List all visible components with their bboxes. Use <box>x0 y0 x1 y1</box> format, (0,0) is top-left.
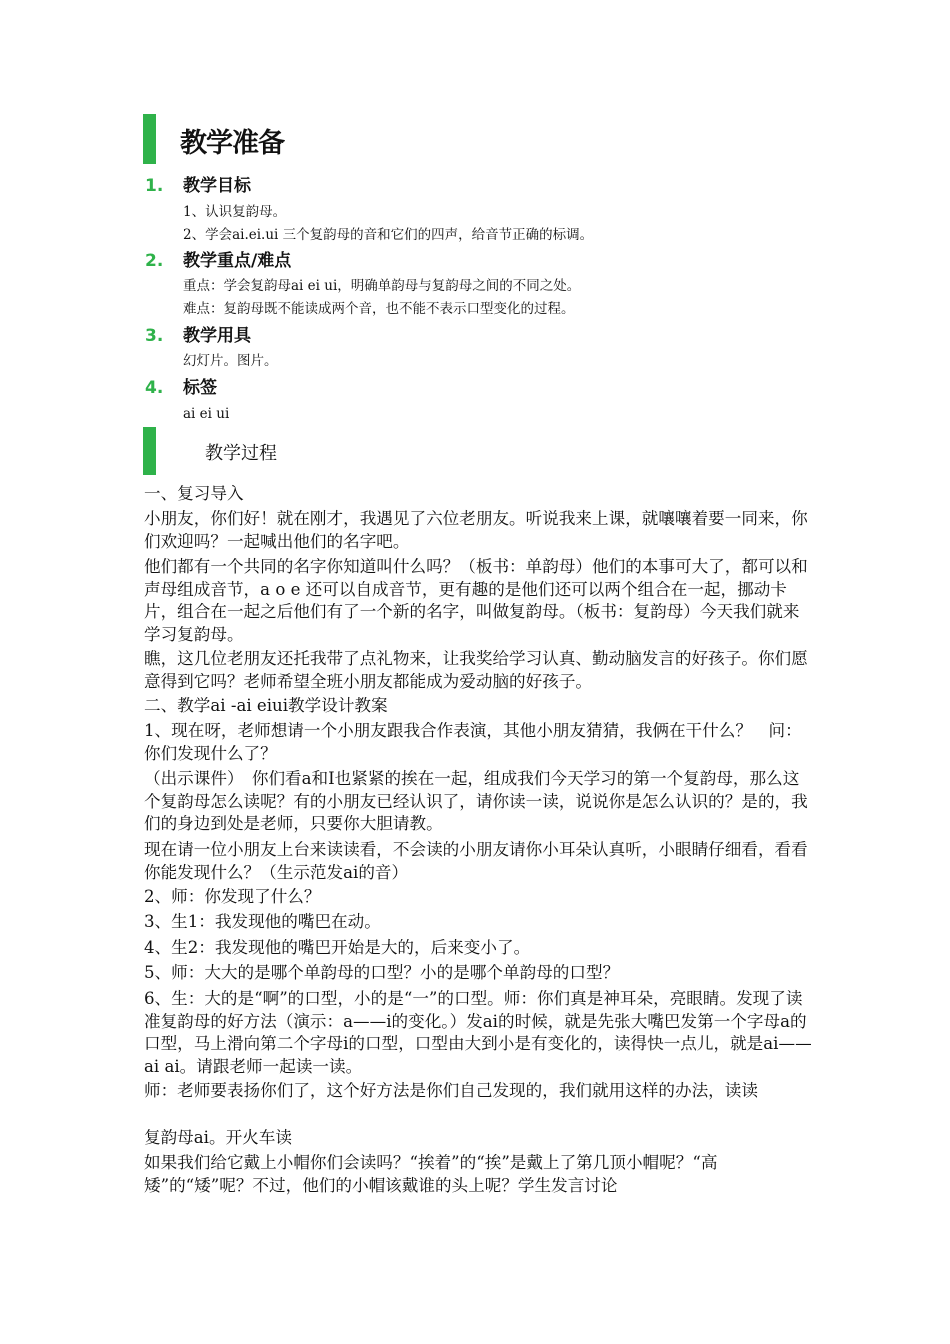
paragraph: 5、师：大大的是哪个单韵母的口型？小的是哪个单韵母的口型？ <box>144 963 620 982</box>
paragraph: 复韵母ai。开火车读 <box>144 1128 292 1147</box>
item-title-keypoints: 教学重点/难点 <box>183 251 292 271</box>
paragraph: 瞧，这几位老朋友还托我带了点礼物来，让我奖给学习认真、勤动脑发言的好孩子。你们愿意得到它吗？老师希望全班小朋友都能成为爱动脑的好孩子。 <box>144 649 808 691</box>
paragraph: 1、现在呀，老师想请一个小朋友跟我合作表演，其他小朋友猜猜，我俩在干什么？ 问：你们发现什么了？ <box>144 721 802 763</box>
paragraph: 小朋友，你们好！就在刚才，我遇见了六位老朋友。听说我来上课，就嚷嚷着要一同来，你们欢迎吗？一起喊出他们的名字吧。 <box>144 509 808 551</box>
item-title-tools: 教学用具 <box>183 326 251 346</box>
paragraph: 现在请一位小朋友上台来读读看，不会读的小朋友请你小耳朵认真听，小眼睛仔细看，看看你能发现什么？（生示范发ai的音） <box>144 840 808 882</box>
item-line: 2、学会ai.ei.ui 三个复韵母的音和它们的四声，给音节正确的标调。 <box>183 227 594 243</box>
item-title-goals: 教学目标 <box>183 176 251 196</box>
item-line: 重点：学会复韵母ai ei ui，明确单韵母与复韵母之间的不同之处。 <box>183 278 581 294</box>
paragraph: 2、师：你发现了什么？ <box>144 887 321 906</box>
item-number: 1. <box>145 176 164 196</box>
section-marker <box>143 427 156 475</box>
section-marker <box>143 114 156 164</box>
paragraph: （出示课件） 你们看a和I也紧紧的挨在一起，组成我们今天学习的第一个复韵母，那么这个复韵母怎么读呢？有的小朋友已经认识了，请你读一读，说说你是怎么认识的？是的，我们的身边到处是老师，只要你大胆请教。 <box>144 769 808 833</box>
section-title-process: 教学过程 <box>205 443 277 464</box>
item-number: 4. <box>145 378 164 398</box>
section-title-preparation: 教学准备 <box>180 128 284 159</box>
item-number: 2. <box>145 251 164 271</box>
item-line: 1、认识复韵母。 <box>183 204 287 220</box>
paragraph: 他们都有一个共同的名字你知道叫什么吗？（板书：单韵母）他们的本事可大了，都可以和声母组成音节，a o e 还可以自成音节，更有趣的是他们还可以两个组合在一起，挪动卡片，组合在一起之后他们有了一个新的名字，叫做复韵母。（板书：复韵母）今天我们就来学习复韵母。 <box>144 557 808 644</box>
paragraph: 3、生1：我发现他的嘴巴在动。 <box>144 912 381 931</box>
paragraph: 6、生：大的是“啊”的口型，小的是“一”的口型。师：你们真是神耳朵，亮眼睛。发现了读准复韵母的好方法（演示：a——i的变化。）发ai的时候，就是先张大嘴巴发第一个字母a的口型，马上滑向第二个字母i的口型，口型由大到小是有变化的，读得快一点儿，就是ai—— ai ai。请跟老师一起读一读。 <box>144 989 812 1076</box>
paragraph: 4、生2：我发现他的嘴巴开始是大的，后来变小了。 <box>144 938 531 957</box>
item-line: 难点：复韵母既不能读成两个音，也不能不表示口型变化的过程。 <box>183 301 575 317</box>
item-title-tags: 标签 <box>183 378 217 398</box>
item-line: ai ei ui <box>183 406 230 422</box>
paragraph: 如果我们给它戴上小帽你们会读吗？“挨着”的“挨”是戴上了第几顶小帽呢？“高矮”的“矮”呢？不过，他们的小帽该戴谁的头上呢？学生发言讨论 <box>144 1153 718 1195</box>
paragraph: 二、教学ai -ai eiui教学设计教案 <box>144 696 388 715</box>
paragraph: 一、复习导入 <box>144 484 244 503</box>
item-line: 幻灯片。图片。 <box>183 353 278 369</box>
paragraph: 师：老师要表扬你们了，这个好方法是你们自己发现的，我们就用这样的办法，读读 <box>144 1081 758 1100</box>
item-number: 3. <box>145 326 164 346</box>
